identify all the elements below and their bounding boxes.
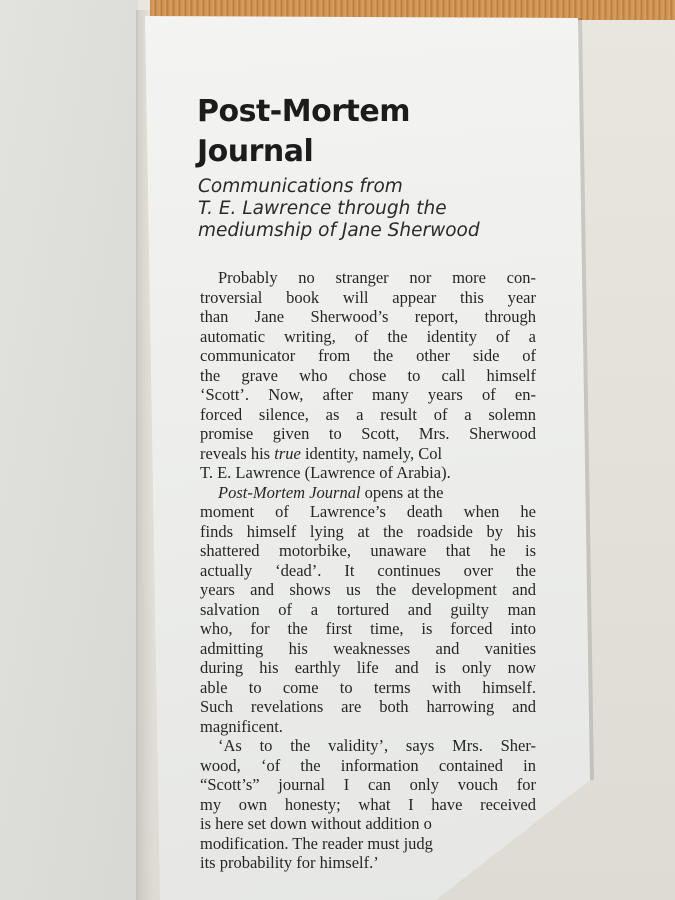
text-line: ‘Scott’. Now, after many years of en- — [200, 385, 536, 404]
text-line: automatic writing, of the identity of a — [200, 326, 536, 346]
text-line: able to come to terms with himself. — [200, 677, 536, 697]
text-line: than Jane Sherwood’s report, through — [200, 307, 536, 326]
text-line: years and shows us the development and — [200, 580, 536, 599]
emphasis-text: Post-Mortem Journal — [218, 482, 361, 502]
text-line: “Scott’s” journal I can only vouch for — [200, 775, 536, 794]
title-line: Journal — [197, 134, 314, 169]
text-line: salvation of a tortured and guilty man — [200, 599, 536, 619]
text-line: modification. The reader must judg — [200, 833, 433, 853]
text-line: Probably no stranger nor more con- — [218, 268, 536, 287]
text-line: finds himself lying at the roadside by his — [200, 521, 536, 541]
text-line — [200, 444, 536, 464]
text-line: who, for the first time, is forced into — [200, 619, 536, 638]
text-line: during his earthly life and is only now — [200, 658, 536, 677]
emphasis-text: true — [274, 443, 301, 463]
text-line: T. E. Lawrence (Lawrence of Arabia). — [200, 463, 451, 482]
text-line: magnificent. — [200, 716, 283, 736]
subtitle-line: mediumship of Jane Sherwood — [198, 220, 480, 241]
text-line: the grave who chose to call himself — [200, 365, 536, 385]
blurb-text — [200, 268, 536, 873]
text-line: promise given to Scott, Mrs. Sherwood — [200, 424, 536, 443]
subtitle-line: Communications from — [198, 176, 403, 197]
text-line: shattered motorbike, unaware that he is — [200, 541, 536, 560]
title-line: Post-Mortem — [197, 94, 410, 129]
text-line: actually ‘dead’. It continues over the — [200, 560, 536, 580]
text-line: its probability for himself.’ — [200, 853, 379, 872]
text-line — [200, 483, 536, 503]
text-line: admitting his weaknesses and vanities — [200, 638, 536, 658]
text-line: troversial book will appear this year — [200, 287, 536, 307]
text-segment: identity, namely, Col — [300, 443, 443, 463]
text-line: ‘As to the validity’, says Mrs. Sher- — [218, 736, 536, 755]
text-line: forced silence, as a result of a solemn — [200, 404, 536, 424]
text-line: wood, ‘of the information contained in — [200, 755, 536, 775]
text-line: moment of Lawrence’s death when he — [200, 502, 536, 521]
text-line: my own honesty; what I have received — [200, 794, 536, 814]
text-line: is here set down without addition o — [200, 814, 432, 833]
book-title — [197, 92, 410, 172]
text-line: Such revelations are both harrowing and — [200, 697, 536, 716]
subtitle-line: T. E. Lawrence through the — [198, 198, 447, 219]
text-segment: opens at the — [360, 482, 444, 502]
book-subtitle — [198, 176, 480, 242]
text-segment: reveals his — [200, 443, 275, 463]
text-line: communicator from the other side of — [200, 346, 536, 365]
